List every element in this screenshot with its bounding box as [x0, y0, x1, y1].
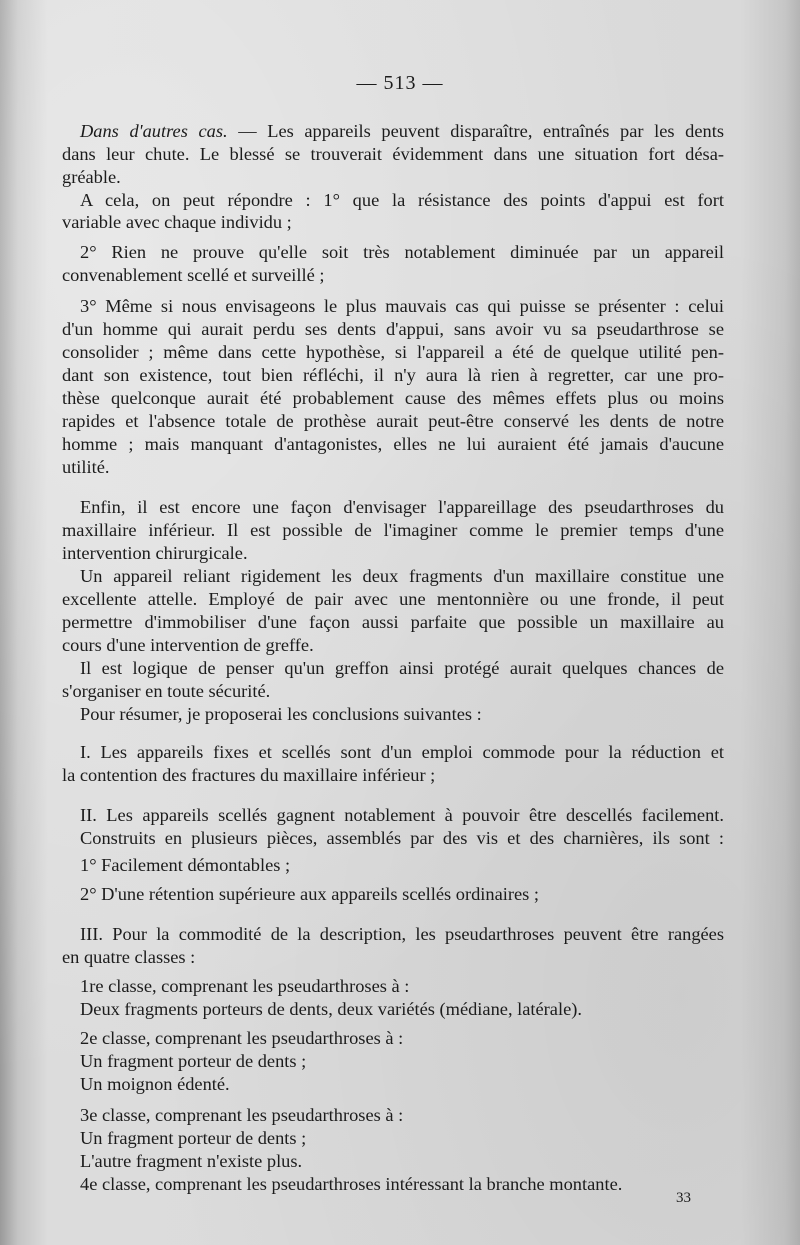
- text-line: III. Pour la commodité de la description, les pseudarthroses peuvent être rangées: [80, 924, 724, 944]
- text-line: en quatre classes :: [62, 947, 196, 967]
- text-line: Enfin, il est encore une façon d'envisager l'appareillage des pseudarthroses du: [80, 497, 724, 517]
- text-line: Deux fragments porteurs de dents, deux variétés (médiane, latérale).: [80, 999, 582, 1019]
- text-line: Il est logique de penser qu'un greffon ainsi protégé aurait quelques chances de: [80, 658, 724, 678]
- text-line: excellente attelle. Employé de pair avec une mentonnière ou une fronde, il peut: [62, 589, 724, 609]
- text-line: Un fragment porteur de dents ;: [80, 1128, 307, 1148]
- text-line: consolider ; même dans cette hypothèse, si l'appareil a été de quelque utilité pen-: [62, 342, 724, 362]
- text-line: utilité.: [62, 457, 110, 477]
- text-line: 3° Même si nous envisageons le plus mauvais cas qui puisse se présenter : celui: [80, 296, 724, 316]
- text-line: cours d'une intervention de greffe.: [62, 635, 314, 655]
- text-line: 1° Facilement démontables ;: [80, 855, 291, 875]
- text-line: la contention des fractures du maxillaire inférieur ;: [62, 765, 436, 785]
- text-line: homme ; mais manquant d'antagonistes, elles ne lui auraient été jamais d'aucune: [62, 434, 724, 454]
- text-line: 2° D'une rétention supérieure aux appareils scellés ordinaires ;: [80, 884, 540, 904]
- text-line: convenablement scellé et surveillé ;: [62, 265, 325, 285]
- text-line: Un fragment porteur de dents ;: [80, 1051, 307, 1071]
- text-line: variable avec chaque individu ;: [62, 212, 292, 232]
- text-line: maxillaire inférieur. Il est possible de l'imaginer comme le premier temps d'une: [62, 520, 724, 540]
- text-line: d'un homme qui aurait perdu ses dents d'appui, sans avoir vu sa pseudarthrose se: [62, 319, 724, 339]
- text-line: 4e classe, comprenant les pseudarthroses intéressant la branche montante.: [80, 1174, 623, 1194]
- text-line: 1re classe, comprenant les pseudarthroses à :: [80, 976, 410, 996]
- text-line: Un moignon édenté.: [80, 1074, 230, 1094]
- text-line: permettre d'immobiliser d'une façon aussi parfaite que possible un maxillaire au: [62, 612, 724, 632]
- text-line: rapides et l'absence totale de prothèse aurait peut-être conservé les dents de notre: [62, 411, 724, 431]
- signature-mark: 33: [676, 1190, 691, 1206]
- text-line: I. Les appareils fixes et scellés sont d'un emploi commode pour la réduction et: [80, 742, 724, 762]
- page-number: — 513 —: [356, 72, 444, 94]
- text-line: thèse quelconque aurait été probablement cause des mêmes effets plus ou moins: [62, 388, 724, 408]
- italic-lead: Dans d'autres cas.: [80, 121, 228, 141]
- text-line: II. Les appareils scellés gagnent notablement à pouvoir être descellés facilement.: [80, 805, 724, 825]
- text-line: dans leur chute. Le blessé se trouverait évidemment dans une situation fort désa-: [62, 144, 724, 164]
- text-line: Un appareil reliant rigidement les deux fragments d'un maxillaire constitue une: [80, 566, 724, 586]
- text-line: Dans d'autres cas. — Les appareils peuvent disparaître, entraînés par les dents: [80, 121, 724, 141]
- text-line: dant son existence, tout bien réfléchi, il n'y aura là rien à regretter, car une pro-: [62, 365, 724, 385]
- text-line: gréable.: [62, 167, 121, 187]
- text-line: Pour résumer, je proposerai les conclusions suivantes :: [80, 704, 482, 724]
- text-line: 2° Rien ne prouve qu'elle soit très notablement diminuée par un appareil: [80, 242, 724, 262]
- text-line: 3e classe, comprenant les pseudarthroses à :: [80, 1105, 404, 1125]
- text-line: intervention chirurgicale.: [62, 543, 248, 563]
- text-line: s'organiser en toute sécurité.: [62, 681, 271, 701]
- text-line: A cela, on peut répondre : 1° que la résistance des points d'appui est fort: [80, 190, 724, 210]
- text-line: Construits en plusieurs pièces, assemblés par des vis et des charnières, ils sont :: [80, 828, 724, 848]
- text-line: 2e classe, comprenant les pseudarthroses à :: [80, 1028, 404, 1048]
- text-line: L'autre fragment n'existe plus.: [80, 1151, 303, 1171]
